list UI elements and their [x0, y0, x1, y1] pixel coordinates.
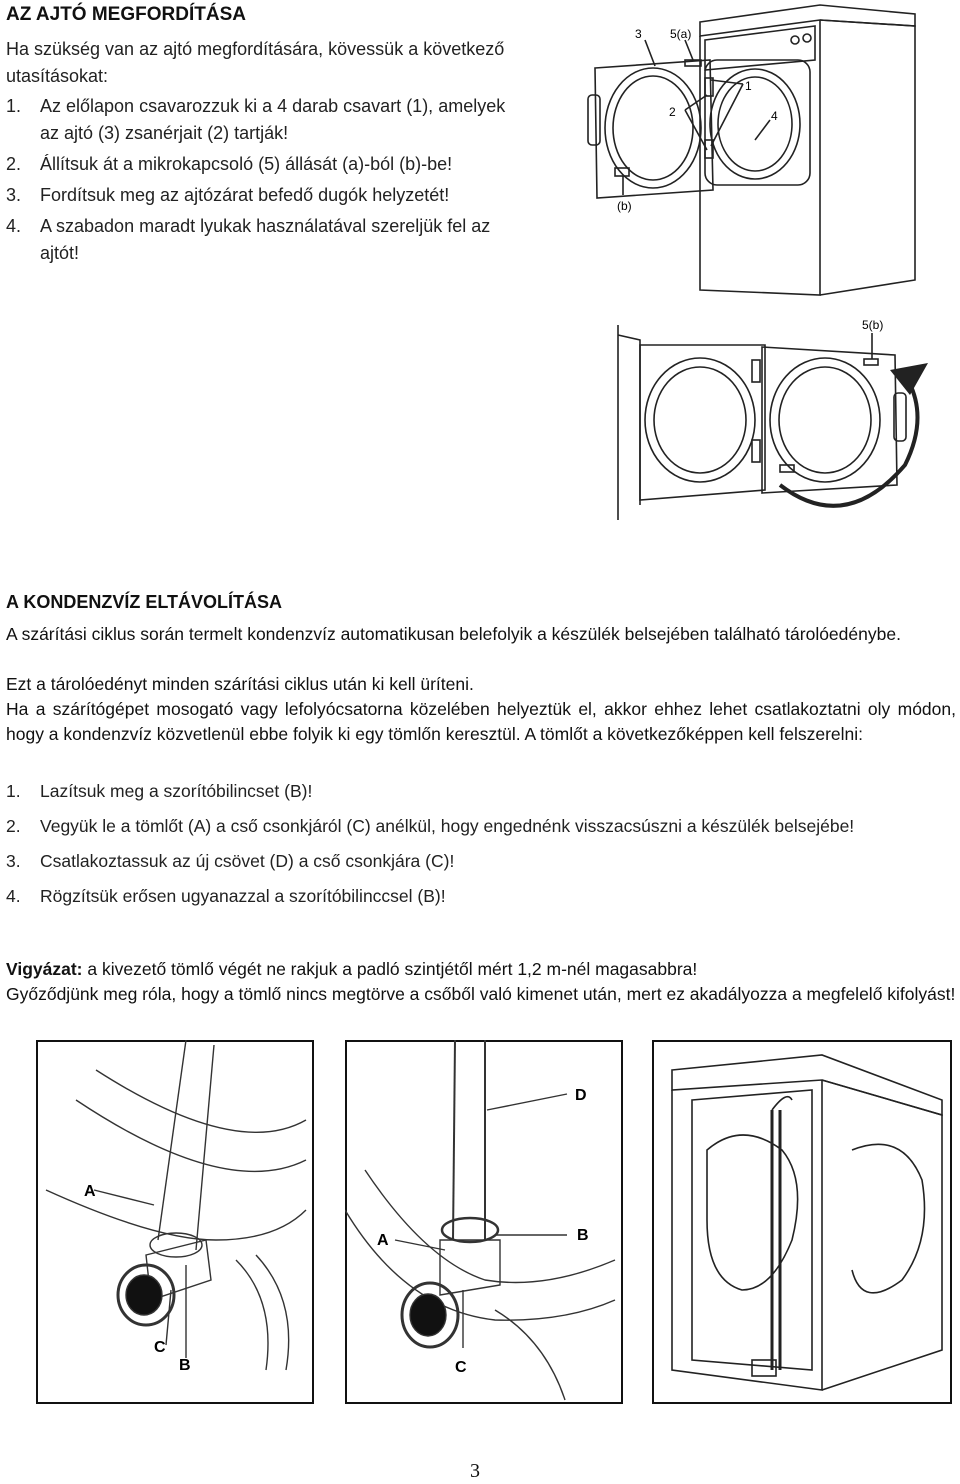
section1-intro: Ha szükség van az ajtó megfordítására, kövessük a következő utasításokat: [6, 39, 505, 86]
warning-block [6, 957, 956, 1007]
section2-steps [6, 779, 956, 909]
section2-heading: A KONDENZVÍZ ELTÁVOLÍTÁSA [6, 592, 282, 612]
label-b: (b) [617, 199, 632, 213]
label-3: 3 [635, 27, 642, 41]
warning-label: Vigyázat: [6, 959, 83, 979]
warning-text: a kivezető tömlő végét ne rakjuk a padló szintjétől mért 1,2 m-nél magasabbra! [82, 959, 698, 979]
label-D: D [575, 1087, 587, 1104]
label-1: 1 [745, 79, 752, 93]
page-number: 3 [470, 1460, 480, 1482]
dryer-door-figure-1 [585, 0, 920, 300]
list-item: 1. Az előlapon csavarozzuk ki a 4 darab csavart (1), amelyek az ajtó (3) zsanérjait (2) tartják! [6, 96, 506, 143]
list-item: 2. Vegyük le a tömlőt (A) a cső csonkjáról (C) anélkül, hogy engednénk visszacsúszni a készülék belsejébe! [6, 816, 855, 836]
label-A: A [377, 1232, 389, 1249]
label-C: C [154, 1339, 166, 1356]
label-A: A [84, 1183, 96, 1200]
hose-figure-b [345, 1040, 623, 1404]
list-item: 4. Rögzítsük erősen ugyanazzal a szorítóbilinccsel (B)! [6, 886, 446, 906]
list-item: 1. Lazítsuk meg a szorítóbilincset (B)! [6, 781, 313, 801]
label-4: 4 [771, 109, 778, 123]
section1-heading: AZ AJTÓ MEGFORDÍTÁSA [6, 4, 246, 25]
dryer-back-figure [652, 1040, 952, 1404]
label-B: B [577, 1227, 589, 1244]
list-item: 4. A szabadon maradt lyukak használatával szereljük fel az ajtót! [6, 216, 491, 263]
list-item: 3. Fordítsuk meg az ajtózárat befedő dugók helyzetét! [6, 185, 450, 205]
label-C: C [455, 1359, 467, 1376]
label-5b: 5(b) [862, 318, 884, 332]
section2-paragraph-2: Ezt a tárolóedényt minden szárítási ciklus után ki kell üríteni. [6, 674, 474, 694]
hose-figure-a [36, 1040, 314, 1404]
list-item: 3. Csatlakoztassuk az új csövet (D) a cső csonkjára (C)! [6, 851, 455, 871]
list-item: 2. Állítsuk át a mikrokapcsoló (5) állását (a)-ból (b)-be! [6, 154, 453, 174]
section2-paragraph-3: Ha a szárítógépet mosogató vagy lefolyócsatorna közelében helyeztük el, akkor ehhez lehet csatlakoztatni oly módon, hogy a kondenzvíz közvetlenül ebbe folyik ki egy tömlőn keresztül. A tömlőt a következőképpen kell felszerelni: [6, 699, 956, 744]
label-5a: 5(a) [670, 27, 692, 41]
section1-steps [6, 93, 526, 267]
label-B: B [179, 1357, 191, 1374]
dryer-door-figure-2 [610, 315, 950, 525]
warning-text-2: Győződjünk meg róla, hogy a tömlő nincs megtörve a csőből való kimenet után, mert ez akadályozza a megfelelő kifolyást! [6, 984, 956, 1004]
section2-paragraph-1: A szárítási ciklus során termelt kondenzvíz automatikusan belefolyik a készülék belsejében található tárolóedénybe. [6, 624, 901, 644]
label-2: 2 [669, 105, 676, 119]
